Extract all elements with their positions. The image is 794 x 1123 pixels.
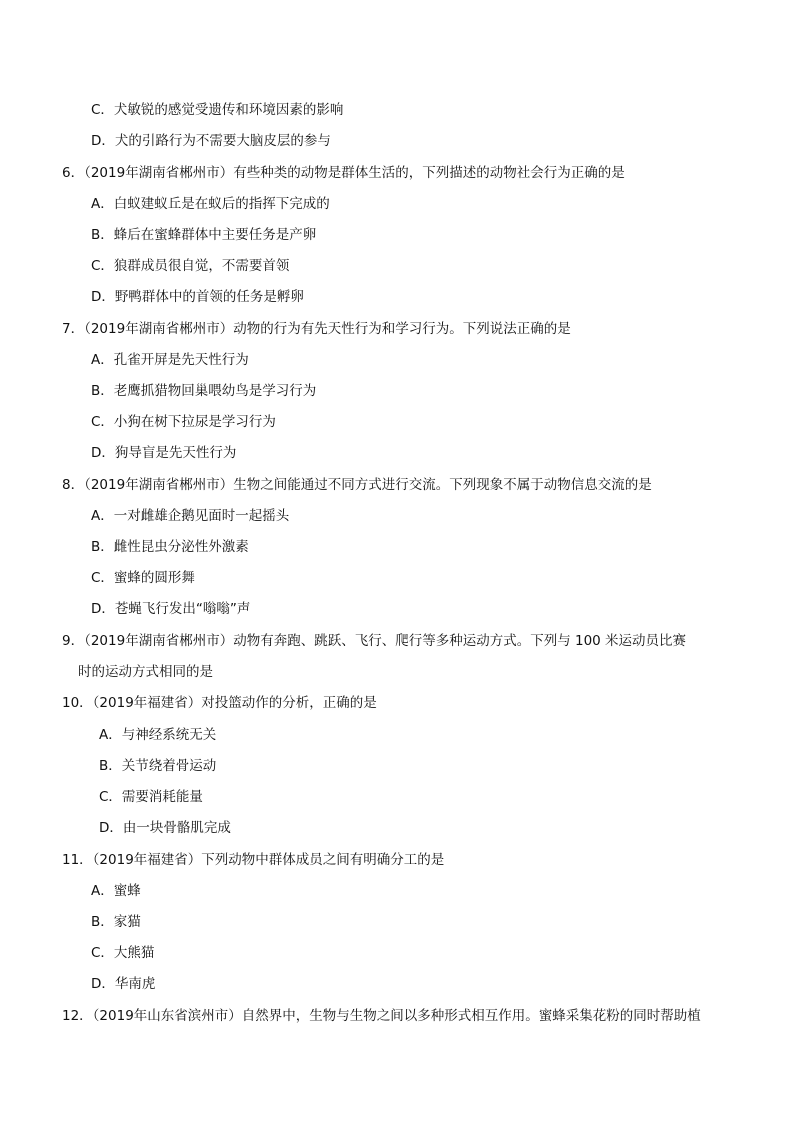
- answer-option: B．关节绕着骨运动: [99, 758, 217, 774]
- answer-option: D．苍蝇飞行发出“嗡嗡”声: [91, 601, 251, 617]
- answer-option: B．蜂后在蜜蜂群体中主要任务是产卵: [91, 227, 317, 243]
- answer-option: A．一对雌雄企鹅见面时一起摇头: [91, 508, 290, 524]
- question-text: 10．（2019年福建省）对投篮动作的分析，正确的是: [62, 695, 377, 711]
- answer-option: B．老鹰抓猎物回巢喂幼鸟是学习行为: [91, 383, 317, 399]
- answer-option: A．蜜蜂: [91, 883, 141, 899]
- question-text: 6．（2019年湖南省郴州市）有些种类的动物是群体生活的，下列描述的动物社会行为正确的是: [62, 165, 625, 181]
- answer-option: D．狗导盲是先天性行为: [91, 445, 237, 461]
- answer-option: C．狼群成员很自觉，不需要首领: [91, 258, 290, 274]
- question-text: 12．（2019年山东省滨州市）自然界中，生物与生物之间以多种形式相互作用。蜜蜂采集花粉的同时帮助植: [62, 1008, 701, 1024]
- answer-option: D．由一块骨骼肌完成: [99, 820, 231, 836]
- answer-option: C．小狗在树下拉尿是学习行为: [91, 414, 276, 430]
- answer-option: A．孔雀开屏是先天性行为: [91, 352, 249, 368]
- answer-option: D．野鸭群体中的首领的任务是孵卵: [91, 289, 304, 305]
- answer-option: C．大熊猫: [91, 945, 155, 961]
- answer-option: C．犬敏锐的感觉受遗传和环境因素的影响: [91, 102, 344, 118]
- question-text: 7．（2019年湖南省郴州市）动物的行为有先天性行为和学习行为。下列说法正确的是: [62, 321, 571, 337]
- answer-option: D．犬的引路行为不需要大脑皮层的参与: [91, 133, 331, 149]
- answer-option: C．需要消耗能量: [99, 789, 203, 805]
- answer-option: D．华南虎: [91, 976, 156, 992]
- question-text: 时的运动方式相同的是: [78, 664, 213, 680]
- question-text: 8．（2019年湖南省郴州市）生物之间能通过不同方式进行交流。下列现象不属于动物信息交流的是: [62, 477, 652, 493]
- answer-option: B．家猫: [91, 914, 141, 930]
- answer-option: C．蜜蜂的圆形舞: [91, 570, 195, 586]
- question-text: 11．（2019年福建省）下列动物中群体成员之间有明确分工的是: [62, 852, 445, 868]
- answer-option: B．雌性昆虫分泌性外激素: [91, 539, 249, 555]
- answer-option: A．与神经系统无关: [99, 727, 217, 743]
- question-text: 9．（2019年湖南省郴州市）动物有奔跑、跳跃、飞行、爬行等多种运动方式。下列与 100 米运动员比赛: [62, 633, 687, 649]
- answer-option: A．白蚁建蚁丘是在蚁后的指挥下完成的: [91, 196, 330, 212]
